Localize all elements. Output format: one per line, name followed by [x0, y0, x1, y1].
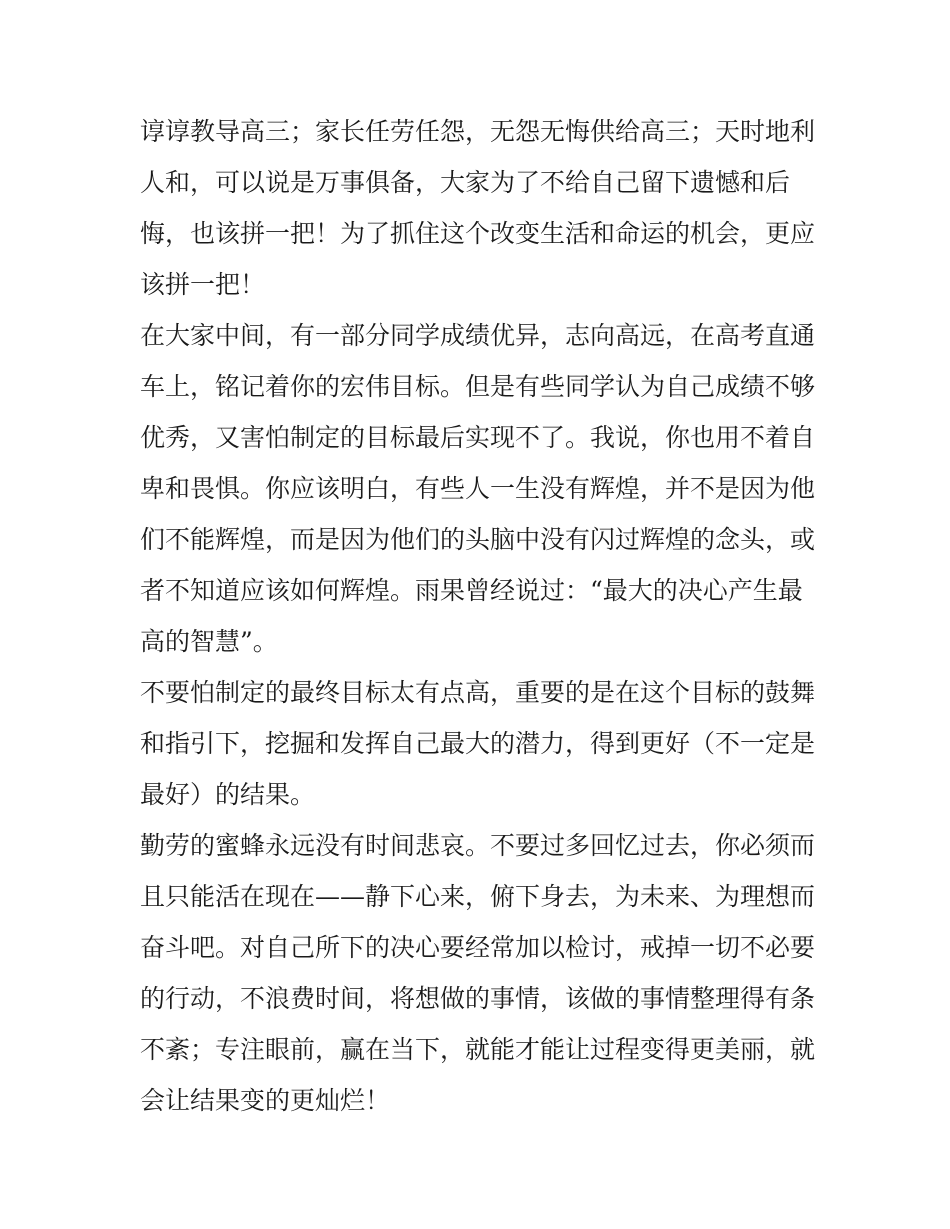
text-line: 人和，可以说是万事俱备，大家为了不给自己留下遗憾和后: [140, 168, 791, 197]
text-line: 该拼一把！: [140, 270, 266, 299]
document-body: [140, 106, 820, 1126]
text-line: 勤劳的蜜蜂永远没有时间悲哀。不要过多回忆过去，你必须而: [140, 831, 816, 860]
paragraph-3: [140, 667, 820, 820]
text-line: 悔，也该拼一把！为了抓住这个改变生活和命运的机会，更应: [140, 219, 816, 248]
text-line: 且只能活在现在——静下心来，俯下身去，为未来、为理想而: [140, 882, 816, 911]
paragraph-4: [140, 820, 820, 1126]
text-line: 优秀，又害怕制定的目标最后实现不了。我说，你也用不着自: [140, 423, 816, 452]
text-line: 者不知道应该如何辉煌。雨果曾经说过：“最大的决心产生最: [140, 576, 803, 605]
text-line: 谆谆教导高三；家长任劳任怨，无怨无悔供给高三；天时地利: [140, 117, 816, 146]
text-line: 最好）的结果。: [140, 780, 316, 809]
text-line: 和指引下，挖掘和发挥自己最大的潜力，得到更好（不一定是: [140, 729, 816, 758]
paragraph-2: [140, 310, 820, 667]
text-line: 卑和畏惧。你应该明白，有些人一生没有辉煌，并不是因为他: [140, 474, 816, 503]
text-line: 在大家中间，有一部分同学成绩优异，志向高远，在高考直通: [140, 321, 816, 350]
text-line: 不要怕制定的最终目标太有点高，重要的是在这个目标的鼓舞: [140, 678, 816, 707]
text-line: 车上，铭记着你的宏伟目标。但是有些同学认为自己成绩不够: [140, 372, 816, 401]
text-line: 奋斗吧。对自己所下的决心要经常加以检讨，戒掉一切不必要: [140, 933, 816, 962]
text-line: 们不能辉煌，而是因为他们的头脑中没有闪过辉煌的念头，或: [140, 525, 816, 554]
text-line: 高的智慧”。: [140, 627, 278, 656]
text-line: 不紊；专注眼前，赢在当下，就能才能让过程变得更美丽，就: [140, 1035, 816, 1064]
text-line: 会让结果变的更灿烂！: [140, 1086, 391, 1115]
text-line: 的行动，不浪费时间，将想做的事情，该做的事情整理得有条: [140, 984, 816, 1013]
paragraph-1: [140, 106, 820, 310]
